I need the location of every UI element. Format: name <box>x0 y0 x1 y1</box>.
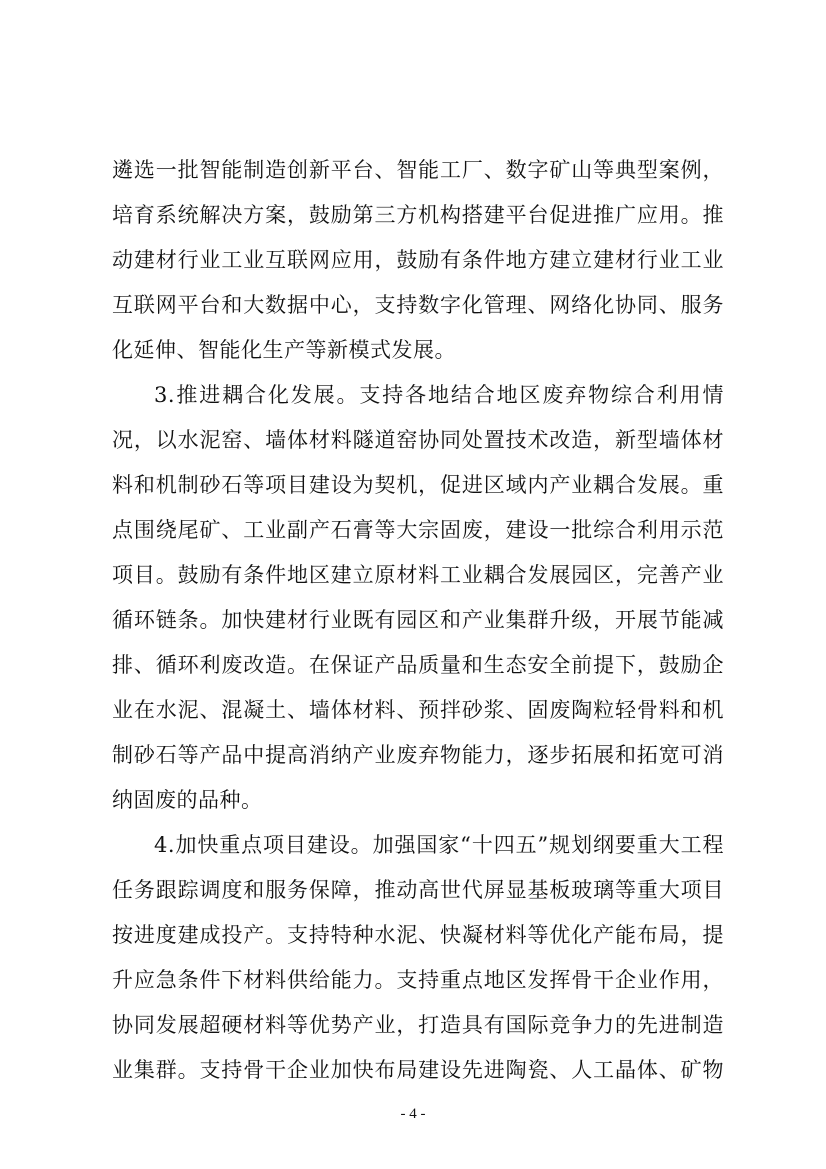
text-line: 任务跟踪调度和服务保障，推动高世代屏显基板玻璃等重大项目 <box>112 878 724 902</box>
text-line: 升应急条件下材料供给能力。支持重点地区发挥骨干企业作用， <box>112 968 724 992</box>
text-line: 协同发展超硬材料等优势产业，打造具有国际竞争力的先进制造 <box>112 1013 724 1037</box>
body-text <box>112 148 724 1093</box>
text-line: 循环链条。加快建材行业既有园区和产业集群升级，开展节能减 <box>112 608 724 632</box>
text-line: 遴选一批智能制造创新平台、智能工厂、数字矿山等典型案例， <box>112 158 724 182</box>
section-4-heading-line: 4.加快重点项目建设。加强国家“十四五”规划纲要重大工程 <box>154 833 724 857</box>
text-line: 化延伸、智能化生产等新模式发展。 <box>112 338 456 362</box>
text-line: 纳固废的品种。 <box>112 788 263 812</box>
text-line: 项目。鼓励有条件地区建立原材料工业耦合发展园区，完善产业 <box>112 563 724 587</box>
text-line: 制砂石等产品中提高消纳产业废弃物能力，逐步拓展和拓宽可消 <box>112 743 724 767</box>
text-line: 排、循环利废改造。在保证产品质量和生态安全前提下，鼓励企 <box>112 653 724 677</box>
text-line: 培育系统解决方案，鼓励第三方机构搭建平台促进推广应用。推 <box>112 203 724 227</box>
page-number: - 4 - <box>400 1106 426 1122</box>
text-line: 况，以水泥窑、墙体材料隧道窑协同处置技术改造，新型墙体材 <box>112 428 724 452</box>
section-3-heading-line: 3.推进耦合化发展。支持各地结合地区废弃物综合利用情 <box>154 383 724 407</box>
text-line: 业在水泥、混凝土、墙体材料、预拌砂浆、固废陶粒轻骨料和机 <box>112 698 724 722</box>
text-line: 业集群。支持骨干企业加快布局建设先进陶瓷、人工晶体、矿物 <box>112 1058 724 1082</box>
text-line: 动建材行业工业互联网应用，鼓励有条件地方建立建材行业工业 <box>112 248 724 272</box>
text-line: 点围绕尾矿、工业副产石膏等大宗固废，建设一批综合利用示范 <box>112 518 724 542</box>
text-line: 互联网平台和大数据中心，支持数字化管理、网络化协同、服务 <box>112 293 724 317</box>
text-line: 按进度建成投产。支持特种水泥、快凝材料等优化产能布局，提 <box>112 923 724 947</box>
text-line: 料和机制砂石等项目建设为契机，促进区域内产业耦合发展。重 <box>112 473 724 497</box>
